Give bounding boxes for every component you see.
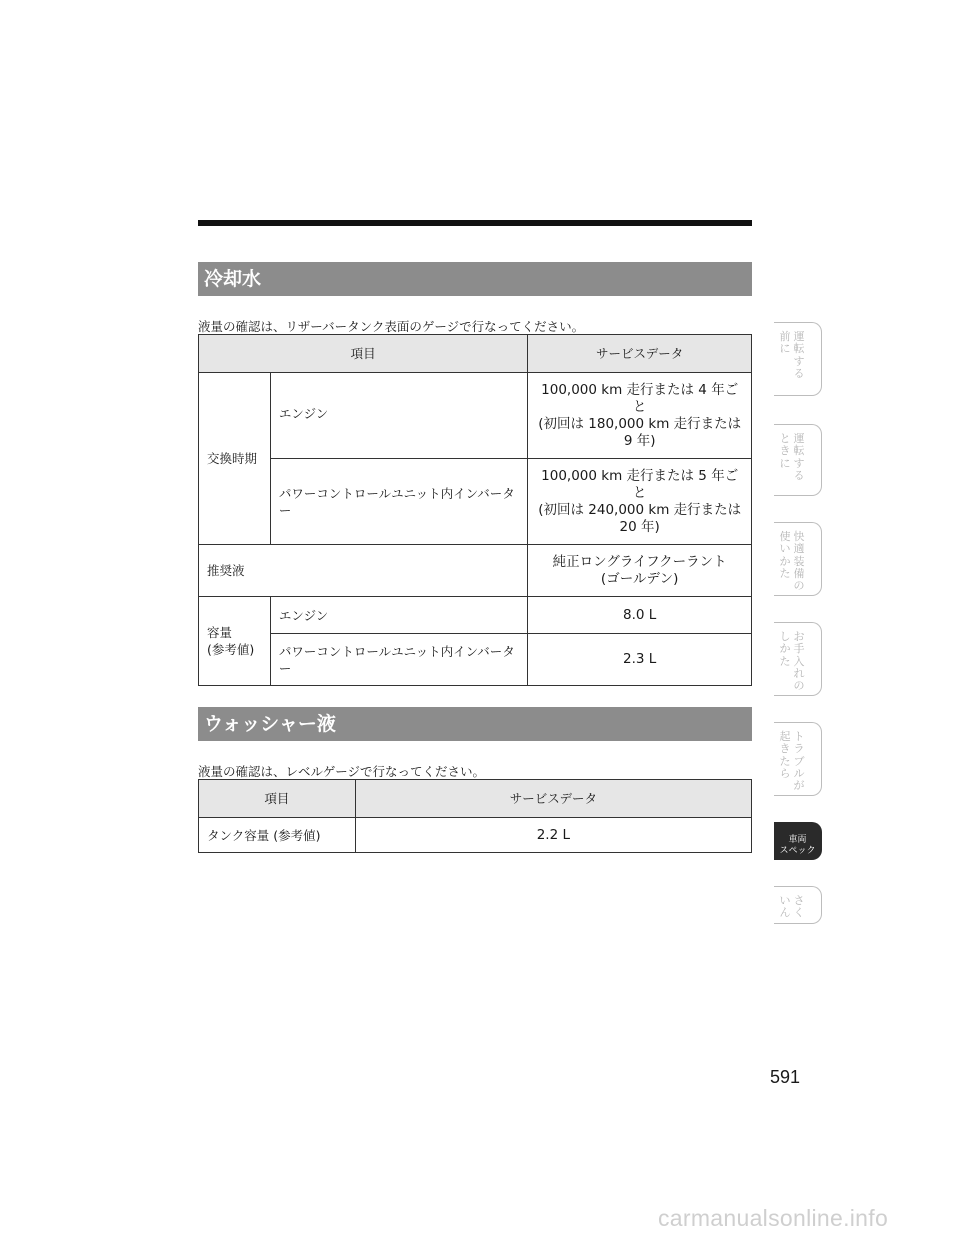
- tab-comfort-equipment[interactable]: [774, 522, 822, 596]
- washer-header-service: サービスデータ: [355, 780, 751, 818]
- tab-label-right: さく: [793, 894, 805, 920]
- tank-value: 2.2 L: [355, 818, 751, 853]
- engine-capacity-label: エンジン: [270, 597, 527, 634]
- exchange-label: 交換時期: [199, 373, 271, 545]
- inverter-capacity: 2.3 L: [528, 634, 752, 686]
- top-rule: [198, 220, 752, 226]
- tab-before-driving[interactable]: [774, 322, 822, 396]
- tab-while-driving[interactable]: [774, 424, 822, 496]
- tab-vehicle-specs[interactable]: [774, 822, 822, 860]
- tab-label-right: 快適装備の: [793, 530, 805, 593]
- tab-label-left: 前に: [779, 330, 791, 356]
- tab-index[interactable]: [774, 886, 822, 924]
- page-number: 591: [770, 1067, 801, 1087]
- coolant-heading: 冷却水: [198, 262, 752, 296]
- coolant-table: [198, 334, 752, 686]
- table-header-service: サービスデータ: [528, 335, 752, 373]
- inverter-capacity-label: パワーコントロールユニット内インバーター: [270, 634, 527, 686]
- washer-heading: ウォッシャー液: [198, 707, 752, 741]
- washer-table: [198, 779, 752, 853]
- engine-capacity: 8.0 L: [528, 597, 752, 634]
- washer-header-item: 項目: [199, 780, 356, 818]
- tab-label-left: いん: [779, 894, 791, 920]
- coolant-intro: 液量の確認は、リザーバータンク表面のゲージで行なってください。: [198, 319, 585, 334]
- engine-label: エンジン: [270, 373, 527, 459]
- tab-active-line1: 車両: [788, 835, 807, 845]
- tab-troubleshooting[interactable]: [774, 722, 822, 796]
- tab-label-left: 使いかた: [779, 530, 791, 580]
- tab-label-left: ときに: [779, 432, 791, 470]
- engine-interval: 100,000 km 走行または 4 年ごと (初回は 180,000 km 走行または 9 年): [528, 373, 752, 459]
- tab-label-right: 運転する: [793, 432, 805, 482]
- tab-label-left: しかた: [779, 630, 791, 668]
- tab-active-line2: スペック: [779, 846, 816, 856]
- capacity-label: 容量 (参考値): [199, 597, 271, 686]
- washer-intro: 液量の確認は、レベルゲージで行なってください。: [198, 764, 486, 779]
- tab-maintenance[interactable]: [774, 622, 822, 696]
- tab-label-right: お手入れの: [793, 630, 805, 693]
- tab-label-right: トラブルが: [793, 730, 805, 793]
- recommended-label: 推奨液: [199, 545, 528, 597]
- tab-label-left: 起きたら: [779, 730, 791, 780]
- inverter-interval: 100,000 km 走行または 5 年ごと (初回は 240,000 km 走行または 20 年): [528, 459, 752, 545]
- table-header-item: 項目: [199, 335, 528, 373]
- recommended-value: 純正ロングライフクーラント (ゴールデン): [528, 545, 752, 597]
- tank-label: タンク容量 (参考値): [199, 818, 356, 853]
- footer-watermark: carmanualsonline.info: [658, 1205, 889, 1231]
- inverter-label: パワーコントロールユニット内インバーター: [270, 459, 527, 545]
- tab-label-right: 運転する: [793, 330, 805, 380]
